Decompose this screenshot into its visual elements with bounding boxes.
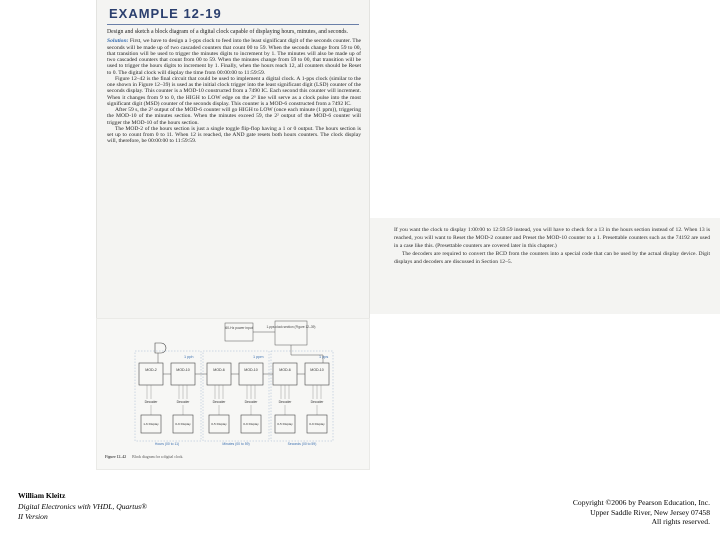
problem-statement: Design and sketch a block diagram of a digital clock capable of displaying hours, minutes, and seconds. [107, 29, 348, 35]
clock-section-label: 1-pps clock section (Figure 12–39) [266, 325, 316, 329]
hours-section-label: Hours (00 to 11) [154, 442, 180, 446]
solution-paragraph-2: Figure 12–42 is the final circuit that could be used to implement a digital clock. A 1-pps clock (similar to the one shown in Figure 12–39) is used as the initial clock trigger into the least significant digit (LSD) counter of the seconds display. This counter is a MOD-10 constructed from a 7490 IC. Each second this counter will increment. When it changes from 9 to 0, the HIGH to LOW edge on the 2³ line will serve as a clock pulse into the most significant digit (MSD) counter of the seconds display. This counter is a MOD-6 constructed from a 7492 IC. [107, 75, 361, 107]
counter-box [239, 363, 263, 385]
counter-box [171, 363, 195, 385]
power-input-label: 60-Hz power input [225, 326, 253, 330]
example-heading: EXAMPLE 12-19 [109, 6, 222, 21]
display-label: 0-5 Display [277, 422, 293, 426]
decoder-label: Decoder [244, 400, 258, 404]
counter-label: MOD-10 [244, 368, 258, 372]
decoder-label: Decoder [212, 400, 226, 404]
solution-paragraph-1 [107, 38, 361, 76]
counter-box [139, 363, 163, 385]
decoder-label: Decoder [278, 400, 292, 404]
bcd-buses [147, 385, 321, 399]
counter-box [273, 363, 297, 385]
book-title: Digital Electronics with VHDL, Quartus® [18, 501, 147, 511]
copyright-line: Copyright ©2006 by Pearson Education, Inc. [572, 498, 710, 507]
heading-rule [107, 24, 359, 25]
and-gate-icon [155, 343, 166, 353]
solution-paragraph-3: After 59 s, the 2² output of the MOD-6 counter will go HIGH to LOW (once each minute (1 ppm)), triggering the MOD-10 of the minutes section. When the minutes exceed 59, the 2² output of the MOD-6 counter will trigger the MOD-10 of the hours section. [107, 107, 361, 126]
display-label: 1-6 Display [143, 422, 159, 426]
figure-number: Figure 12–42 [105, 455, 127, 459]
display-label: 0-9 Display [243, 422, 259, 426]
decoder-row [145, 400, 325, 404]
note-page [369, 218, 720, 314]
example-body [107, 29, 361, 145]
decoder-label: Decoder [144, 400, 158, 404]
solution-label: Solution: [107, 38, 129, 45]
rate-label-ppm: 1 ppm [253, 355, 264, 359]
rate-label-pps: 1 pps [319, 355, 329, 359]
counter-box [305, 363, 329, 385]
counter-box [207, 363, 231, 385]
note-body [394, 226, 710, 266]
figure-caption-text: Block diagram for a digital clock. [132, 455, 184, 459]
publisher-address: Upper Saddle River, New Jersey 07458 [590, 507, 710, 517]
book-version: II Version [18, 512, 48, 521]
hours-section-box [135, 351, 201, 441]
decoder-to-display-lines [151, 405, 317, 415]
counter-label: MOD-6 [213, 368, 225, 372]
copyright-footer [480, 498, 710, 527]
minutes-section-box [203, 351, 269, 441]
display-row [141, 415, 327, 433]
solution-text-1: First, we have to design a 1-pps clock to feed into the least significant digit of the seconds counter. The seconds will be made up of two cascaded counters that count 00 to 59. When the seconds change from 59 to 00, that transition will be used to trigger the minutes digits to increment by 1. The minutes will also be made up of two cascaded counters that count from 00 to 59. When the minutes change from 59 to 00, that transition will be used to trigger the hours digits to increment by 1. Finally, when the hours reach 12, all counters should be Reset to 0. The digital clock will display the time from 00:00:00 to 11:59:59. [107, 38, 361, 76]
solution-paragraph-4: The MOD-2 of the hours section is just a single toggle flip-flop having a 1 or 0 output. The hours section is set up to count from 0 to 11. When 12 is reached, the AND gate resets both hours counters. The clock display will, therefore, be 00:00:00 to 11:59:59. [107, 125, 361, 145]
display-label: 0-9 Display [309, 422, 325, 426]
textbook-page [96, 0, 370, 318]
seconds-section-label: Seconds (00 to 59) [287, 442, 317, 446]
counter-label: MOD-10 [176, 368, 190, 372]
display-label: 0-9 Display [175, 422, 191, 426]
author-footer [18, 491, 147, 523]
block-diagram-svg [97, 319, 369, 469]
rights-line: All rights reserved. [651, 517, 710, 526]
decoder-label: Decoder [176, 400, 190, 404]
figure-caption [105, 455, 183, 459]
counter-label: MOD-10 [310, 368, 324, 372]
note-paragraph-1: If you want the clock to display 1:00:00 to 12:59:59 instead, you will have to check for a 13 in the hours section instead of 12. When 13 is reached, you will want to Reset the MOD-2 counter and Preset the MOD-10 counter to a 1. Presettable counters such as the 74192 are used in a case like this. (Presettable counters are covered later in this chapter.) [394, 227, 710, 249]
minutes-section-label: Minutes (00 to 59) [222, 442, 250, 446]
seconds-section-box [271, 351, 333, 441]
decoder-label: Decoder [310, 400, 324, 404]
clock-block-diagram [96, 318, 370, 470]
counter-label: MOD-6 [279, 368, 291, 372]
note-paragraph-2: The decoders are required to convert the BCD from the counters into a special code that can be used by the actual display device. Digit displays and decoders are discussed in Section 12–5. [394, 251, 710, 265]
display-label: 0-5 Display [211, 422, 227, 426]
rate-label-pph: 1 pph [184, 355, 194, 359]
author-name: William Kleitz [18, 491, 66, 500]
counter-label: MOD-2 [145, 368, 157, 372]
